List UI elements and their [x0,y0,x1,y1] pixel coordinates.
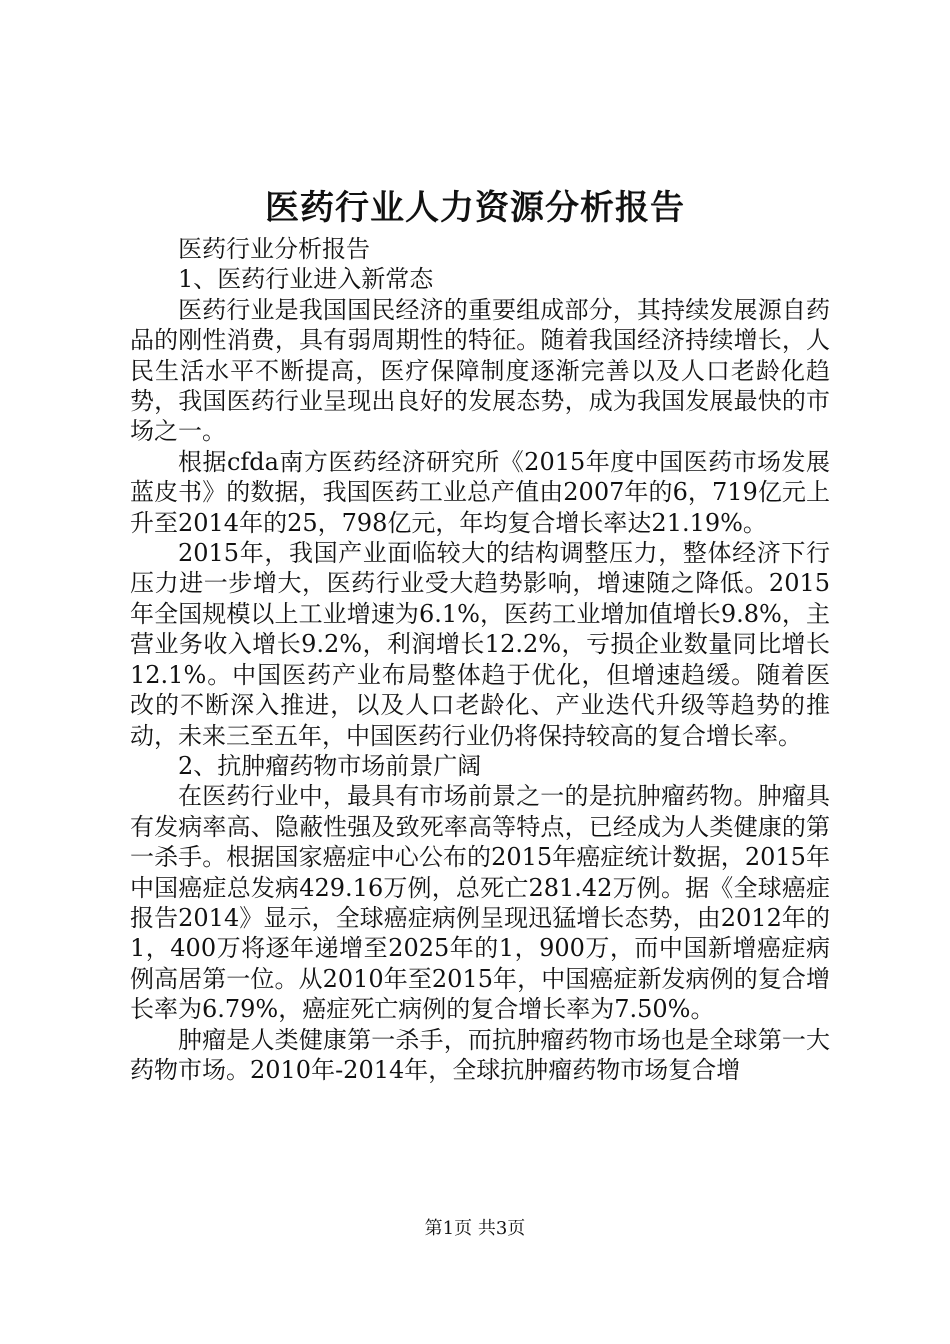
paragraph: 2015年，我国产业面临较大的结构调整压力，整体经济下行压力进一步增大，医药行业受大趋势影响，增速随之降低。2015年全国规模以上工业增速为6.1%，医药工业增加值增长9.8%，主营业务收入增长9.2%，利润增长12.2%，亏损企业数量同比增长12.1%。中国医药产业布局整体趋于优化，但增速趋缓。随着医改的不断深入推进，以及人口老龄化、产业迭代升级等趋势的推动，未来三至五年，中国医药行业仍将保持较高的复合增长率。 [130,539,830,750]
section-heading-2: 2、抗肿瘤药物市场前景广阔 [178,751,482,780]
page-footer: 第1页 共3页 [424,1218,526,1239]
paragraph: 肿瘤是人类健康第一杀手，而抗肿瘤药物市场也是全球第一大药物市场。2010年-2014年，全球抗肿瘤药物市场复合增 [130,1025,830,1084]
document-title: 医药行业人力资源分析报告 [265,188,685,228]
paragraph: 根据cfda南方医药经济研究所《2015年度中国医药市场发展蓝皮书》的数据，我国医药工业总产值由2007年的6，719亿元上升至2014年的25，798亿元，年均复合增长率达21.19%。 [130,447,830,537]
paragraph: 医药行业是我国国民经济的重要组成部分，其持续发展源自药品的刚性消费，具有弱周期性的特征。随着我国经济持续增长，人民生活水平不断提高，医疗保障制度逐渐完善以及人口老龄化趋势，我国医药行业呈现出良好的发展态势，成为我国发展最快的市场之一。 [130,295,830,446]
section-heading-1: 1、医药行业进入新常态 [178,265,434,294]
paragraph: 在医药行业中，最具有市场前景之一的是抗肿瘤药物。肿瘤具有发病率高、隐蔽性强及致死率高等特点，已经成为人类健康的第一杀手。根据国家癌症中心公布的2015年癌症统计数据，2015年中国癌症总发病429.16万例，总死亡281.42万例。据《全球癌症报告2014》显示，全球癌症病例呈现迅猛增长态势，由2012年的1，400万将逐年递增至2025年的1，900万，而中国新增癌症病例高居第一位。从2010年至2015年，中国癌症新发病例的复合增长率为6.79%，癌症死亡病例的复合增长率为7.50%。 [130,782,830,1024]
paragraph-subtitle: 医药行业分析报告 [178,235,370,263]
document-body [130,234,830,1085]
